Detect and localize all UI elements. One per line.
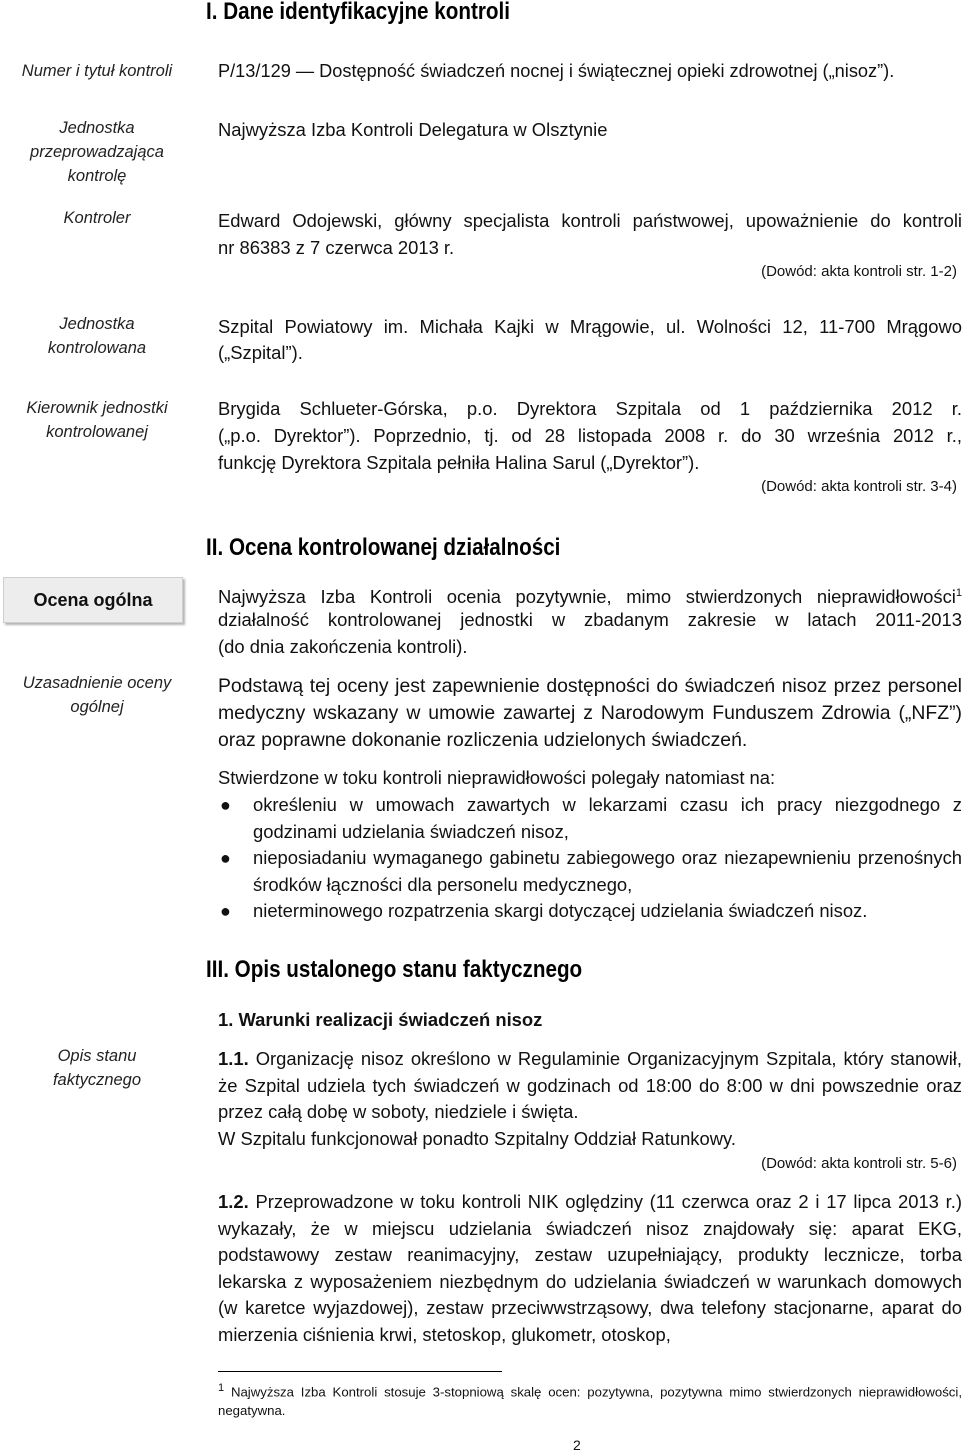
kierownik-line-3: funkcję Dyrektora Szpitala pełniła Halina Sarul („Dyrektor”). (218, 452, 700, 473)
ocena-ogolna-label: Ocena ogólna (33, 589, 153, 610)
kontrola-numer-tytul: P/13/129 — Dostępność świadczeń nocnej i świątecznej opieki zdrowotnej („nisoz”). (218, 61, 895, 81)
jednostka-kontrolowana-line-2: („Szpital”). (218, 342, 303, 363)
list-item (218, 792, 962, 845)
page-number: 2 (573, 1437, 581, 1453)
label-opis-stanu: Opis stanu faktycznego (52, 1047, 142, 1089)
paragraph-1-1 (218, 1046, 962, 1126)
bullet-icon: ● (220, 795, 231, 815)
subtitle-warunki: 1. Warunki realizacji świadczeń nisoz (218, 1009, 543, 1030)
nieprawidlowosci-list (218, 792, 962, 925)
label-numer-kontroli: Numer i tytuł kontroli (21, 62, 173, 80)
paragraph-1-1-number: 1.1. (218, 1048, 249, 1069)
evidence-kierownik: (Dowód: akta kontroli str. 3-4) (761, 478, 957, 495)
kierownik-line-1: Brygida Schlueter-Górska, p.o. Dyrektora Szpitala od 1 października 2012 r. (218, 398, 962, 419)
paragraph-1-1-sor: W Szpitalu funkcjonował ponadto Szpitalny Oddział Ratunkowy. (218, 1128, 736, 1149)
section-2-title: II. Ocena kontrolowanej działalności (206, 534, 561, 561)
uzasadnienie-paragraph: Podstawą tej oceny jest zapewnienie dostępności do świadczeń nisoz przez personel medyczny wskazany w umowie zawartej z Narodowym Funduszem Zdrowia („NFZ”) oraz poprawne dokonanie rozliczenia udzielonych świadczeń. (218, 675, 962, 751)
label-jednostka-kontrolowana: Jednostka kontrolowana (47, 315, 147, 357)
section-3-title: III. Opis ustalonego stanu faktycznego (206, 956, 583, 983)
ocena-line-2: działalność kontrolowanej jednostki w zbadanym zakresie w latach 2011-2013 (218, 609, 962, 630)
evidence-kontroler: (Dowód: akta kontroli str. 1-2) (761, 263, 957, 280)
footnote-number: 1 (218, 1382, 225, 1394)
label-kierownik-jednostki: Kierownik jednostki kontrolowanej (26, 399, 168, 441)
kierownik-line-2: („p.o. Dyrektor”). Poprzednio, tj. od 28 listopada 2008 r. do 30 września 2012 r., (218, 425, 962, 446)
list-item-text: określeniu w umowach zawartych w lekarzami czasu ich pracy niezgodnego z godzinami udzielania świadczeń nisoz, (253, 794, 962, 842)
ocena-line-3: (do dnia zakończenia kontroli). (218, 636, 468, 657)
ocena-ogolna-box (3, 577, 183, 623)
bullet-icon: ● (220, 901, 231, 921)
jednostka-przeprowadzajaca-text: Najwyższa Izba Kontroli Delegatura w Olsztynie (218, 119, 608, 140)
label-jednostka-przeprowadzajaca: Jednostka przeprowadzająca kontrolę (30, 119, 164, 185)
footnote-ref: 1 (955, 587, 962, 599)
list-item-text: nieterminowego rozpatrzenia skargi dotyczącej udzielania świadczeń nisoz. (253, 900, 868, 921)
footnote-text: Najwyższa Izba Kontroli stosuje 3-stopniową skalę ocen: pozytywna, pozytywna mimo stwierdzonych nieprawidłowości, negatywna. (218, 1384, 962, 1419)
list-item-text: nieposiadaniu wymaganego gabinetu zabiegowego oraz niezapewnieniu przenośnych środków łączności dla personelu medycznego, (253, 847, 962, 895)
evidence-1-1: (Dowód: akta kontroli str. 5-6) (761, 1155, 957, 1172)
list-item (218, 845, 962, 898)
label-uzasadnienie: Uzasadnienie oceny ogólnej (22, 674, 172, 716)
stwierdzone-intro: Stwierdzone w toku kontroli nieprawidłowości polegały natomiast na: (218, 767, 776, 788)
list-item (218, 898, 962, 925)
ocena-text: Najwyższa Izba Kontroli ocenia pozytywnie, mimo stwierdzonych nieprawidłowości (218, 586, 956, 608)
paragraph-1-2-number: 1.2. (218, 1191, 249, 1212)
footnote-rule (218, 1371, 502, 1372)
footnote (218, 1379, 962, 1420)
paragraph-1-2 (218, 1189, 962, 1348)
paragraph-1-2-text: Przeprowadzone w toku kontroli NIK oględziny (11 czerwca oraz 2 i 17 lipca 2013 r.) wykazały, że w miejscu udzielania świadczeń nisoz znajdowały się: aparat EKG, podstawowy zestaw reanimacyjny, zestaw uzupełniający, produkty lecznicze, torba lekarska z wyposażeniem niezbędnym do udzielania świadczeń w warunkach domowych (w karetce wyjazdowej), zestaw przeciwwstrząsowy, dwa telefony stacjonarne, aparat do mierzenia ciśnienia krwi, stetoskop, glukometr, otoskop, (218, 1191, 962, 1345)
bullet-icon: ● (220, 848, 231, 868)
jednostka-kontrolowana-line-1: Szpital Powiatowy im. Michała Kajki w Mrągowie, ul. Wolności 12, 11-700 Mrągowo (218, 316, 962, 337)
paragraph-1-1-text: Organizację nisoz określono w Regulaminie Organizacyjnym Szpitala, który stanowił, że Szpital udziela tych świadczeń w godzinach od 18:00 do 8:00 w dni powszednie oraz przez całą dobę w soboty, niedziele i święta. (218, 1048, 962, 1122)
section-1-title: I. Dane identyfikacyjne kontroli (206, 0, 510, 25)
kontroler-line-2: nr 86383 z 7 czerwca 2013 r. (218, 237, 455, 258)
label-kontroler: Kontroler (63, 209, 131, 227)
kontroler-line-1: Edward Odojewski, główny specjalista kontroli państwowej, upoważnienie do kontroli (218, 210, 962, 231)
